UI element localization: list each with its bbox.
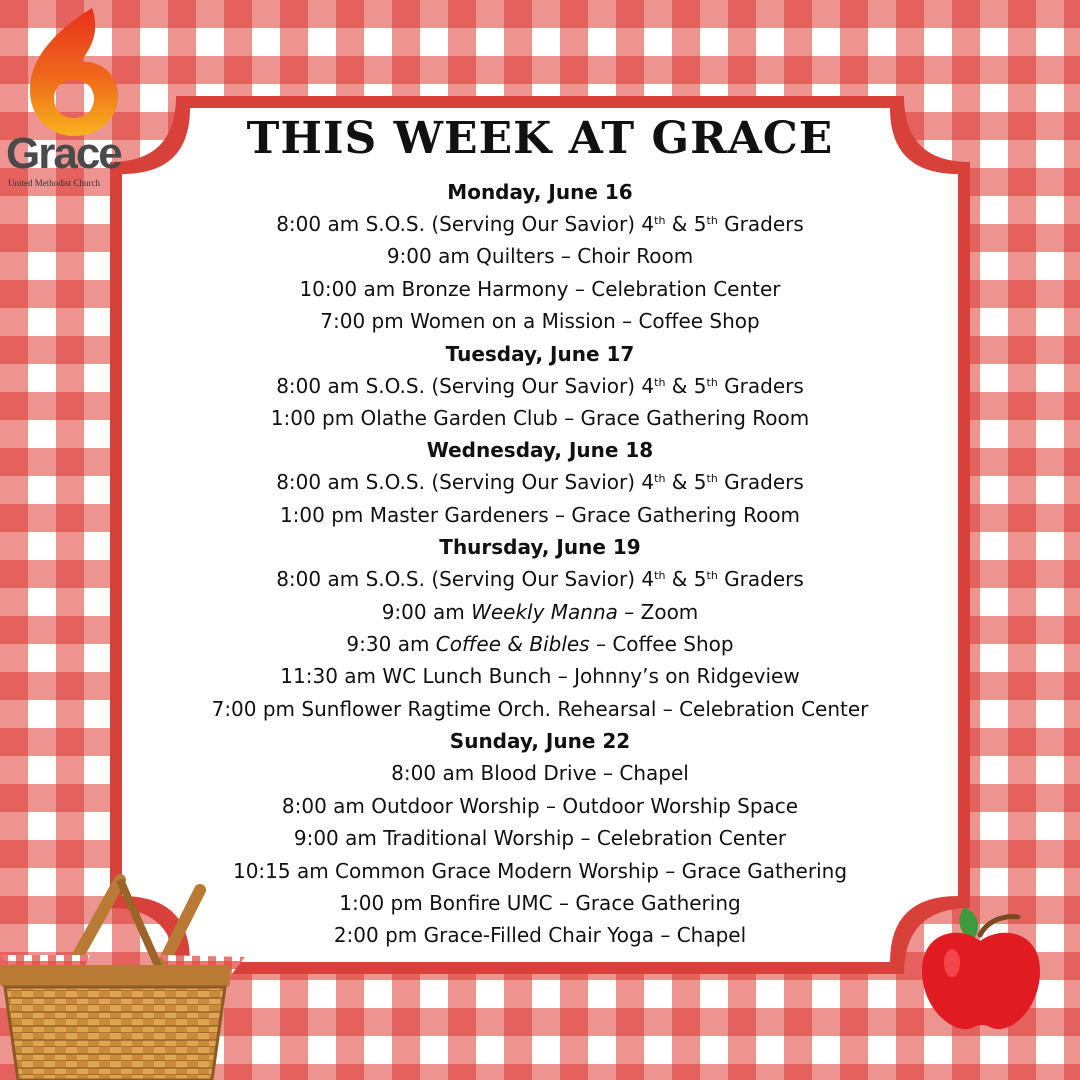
event-item: 1:00 pm Bonfire UMC – Grace Gathering: [339, 890, 741, 915]
event-item: 7:00 pm Sunflower Ragtime Orch. Rehearsal – Celebration Center: [211, 696, 869, 721]
event-item: 1:00 pm Olathe Garden Club – Grace Gathering Room: [270, 406, 810, 431]
event-item: 10:15 am Common Grace Modern Worship – Grace Gathering: [232, 858, 848, 883]
event-item: 11:30 am WC Lunch Bunch – Johnny’s on Ridgeview: [280, 664, 800, 689]
schedule-panel: [110, 108, 970, 952]
event-item: 7:00 pm Women on a Mission – Coffee Shop: [320, 309, 760, 334]
day-heading: Tuesday, June 17: [445, 341, 635, 366]
day-heading: Monday, June 16: [447, 180, 633, 204]
day-heading: Wednesday, June 18: [426, 438, 654, 463]
day-heading: Thursday, June 19: [439, 535, 641, 560]
event-item: 2:00 pm Grace-Filled Chair Yoga – Chapel: [333, 923, 747, 948]
event-item: 1:00 pm Master Gardeners – Grace Gathering Room: [279, 502, 801, 527]
day-section-wednesday: [110, 434, 970, 531]
day-section-thursday: [110, 531, 970, 725]
page-title: THIS WEEK AT GRACE: [246, 113, 834, 164]
event-item: 8:00 am S.O.S. (Serving Our Savior) 4th & 5th Graders: [276, 567, 804, 592]
event-item: 10:00 am Bronze Harmony – Celebration Center: [299, 276, 781, 301]
event-item: 9:00 am Traditional Worship – Celebration Center: [293, 826, 787, 851]
event-item: 9:00 am Quilters – Choir Room: [386, 244, 694, 269]
event-item: 9:30 am Coffee & Bibles – Coffee Shop: [346, 632, 734, 657]
event-item: 9:00 am Weekly Manna – Zoom: [381, 599, 699, 624]
event-item: 8:00 am Blood Drive – Chapel: [391, 761, 689, 786]
day-section-monday: [110, 176, 970, 338]
event-item: 8:00 am Outdoor Worship – Outdoor Worship Space: [281, 793, 799, 818]
day-heading: Sunday, June 22: [449, 729, 631, 754]
picnic-basket-icon: [0, 865, 250, 1080]
event-item: 8:00 am S.O.S. (Serving Our Savior) 4th & 5th Graders: [276, 470, 804, 495]
apple-icon: [912, 905, 1052, 1035]
logo-wordmark: Grace: [6, 129, 121, 178]
day-section-tuesday: [110, 338, 970, 435]
logo-subtitle: United Methodist Church: [8, 178, 100, 188]
event-item: 8:00 am S.O.S. (Serving Our Savior) 4th & 5th Graders: [276, 212, 804, 236]
event-item: 8:00 am S.O.S. (Serving Our Savior) 4th & 5th Graders: [276, 373, 804, 398]
